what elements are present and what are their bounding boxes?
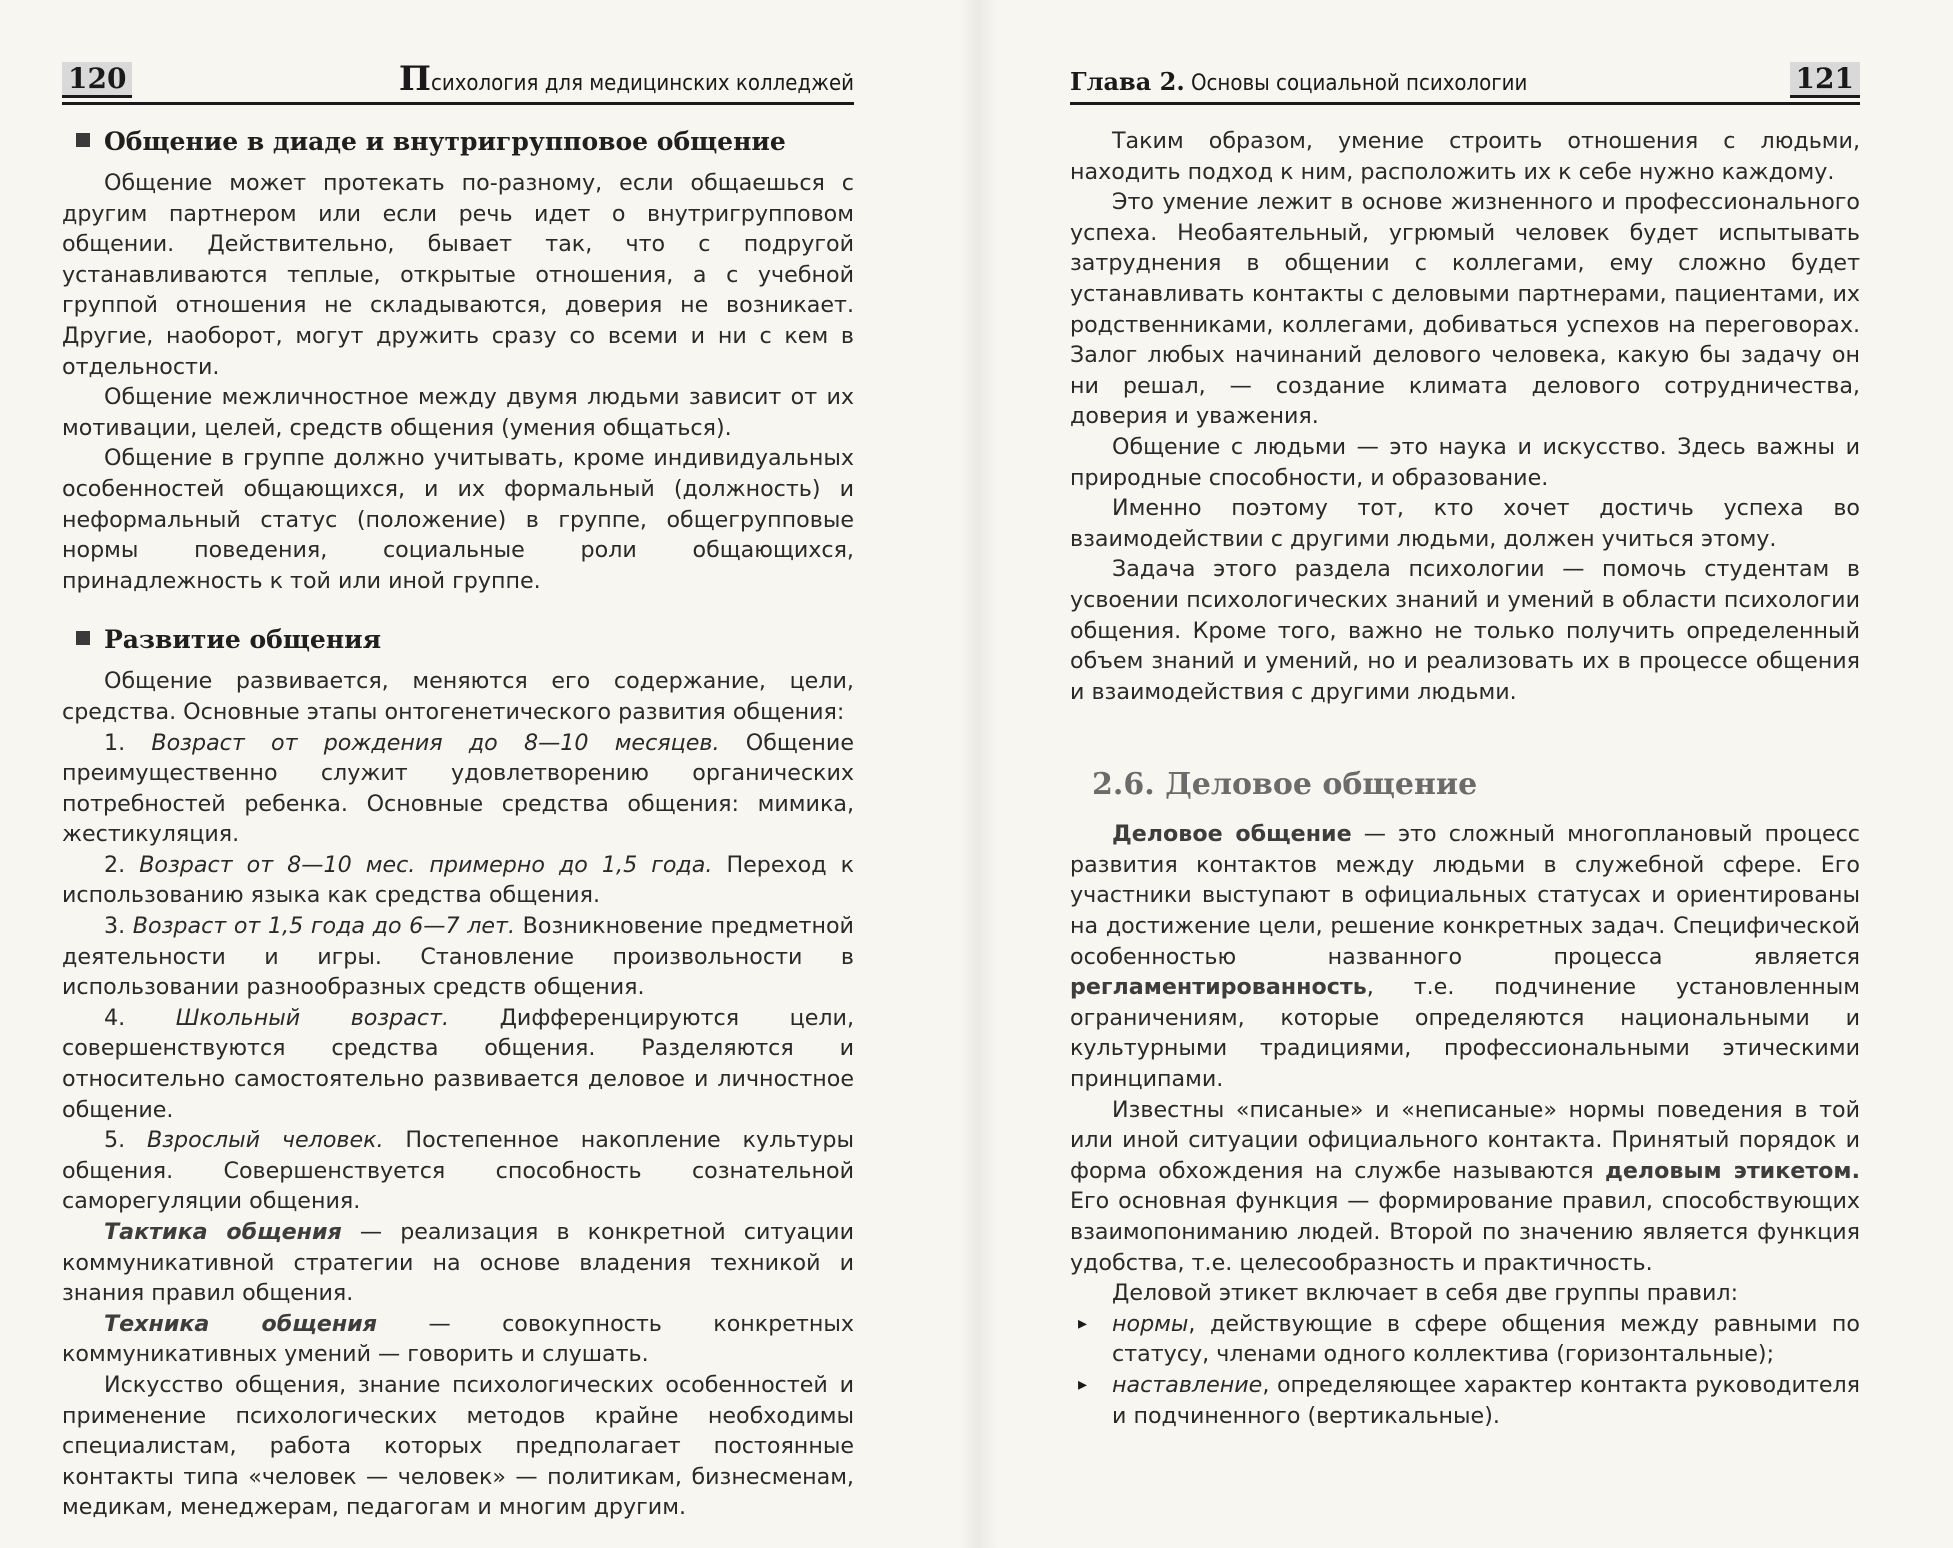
stage-label: Возраст от 1,5 года до 6—7 лет. [132,913,516,940]
paragraph-etiquette [1070,1095,1860,1279]
square-bullet-icon [76,133,90,147]
square-bullet-icon [76,631,90,645]
paragraph: Общение с людьми — это наука и искусство. Здесь важны и природные способности, и образование. [1070,433,1860,491]
etiquette-rules-list [1070,1309,1860,1431]
term-business-communication: Деловое общение [1112,821,1352,848]
running-title-capital: П [398,59,431,99]
stage-item [62,1125,854,1217]
stage-label: Взрослый человек. [147,1127,384,1154]
stage-text: Дифференцируются цели, совершенствуются средства общения. Разделяются и относительно самостоятельно развивается деловое и личностное общение. [62,1004,855,1123]
running-title-rest: сихология для медицинских колледжей [430,71,854,96]
subheading-development [62,624,854,656]
stage-label: Школьный возраст. [175,1004,450,1031]
stage-label: Возраст от 8—10 мес. примерно до 1,5 года. [139,851,713,878]
stage-text: Постепенное накопление культуры общения. Совершенствуется способность сознательной саморегуляции общения. [62,1127,854,1215]
etiquette-text: Известны «писаные» и «неписаные» нормы поведения в той или иной ситуации официального контакта. Принятый порядок и форма обхождения на службе называются [1070,1096,1860,1184]
paragraph: Таким образом, умение строить отношения с людьми, находить подход к ним, расположить их к себе нужно каждому. [1070,128,1860,185]
stage-number: 5. [104,1127,126,1154]
definition-technique [62,1309,854,1370]
triangle-bullet-icon: ▸ [1078,1312,1088,1334]
right-running-header [1070,56,1860,105]
definition-text: — совокупность конкретных коммуникативных умений — говорить и слушать. [62,1310,855,1368]
rule-text: , определяющее характер контакта руководителя и подчиненного (вертикальные). [1112,1371,1860,1429]
rule-text: , действующие в сфере общения между равными по статусу, членами одного коллектива (горизонтальные); [1112,1310,1860,1368]
stage-label: Возраст от рождения до 8—10 месяцев. [151,729,720,756]
definition-text: — это сложный многоплановый процесс развития контактов между людьми в служебной сфере. Его участники выступают в официальных статусах и ориентированы на достижение цели, решение конкретных задач. Специфической особенностью названного процесса является [1070,821,1860,970]
paragraph: Общение межличностное между двумя людьми зависит от их мотивации, целей, средств общения (умения общаться). [62,384,854,441]
definition-business-communication [1070,819,1860,1094]
list-item [1070,1370,1860,1431]
subheading-development-text: Развитие общения [104,625,382,655]
paragraph: Общение в группе должно учитывать, кроме индивидуальных особенностей общающихся, и их формальный (должность) и неформальный статус (положение) в группе, общегрупповые нормы поведения, социальные роли общающихся, принадлежность к той или иной группе. [62,445,854,594]
etiquette-text: Его основная функция — формирование правил, способствующих взаимопониманию людей. Второй по значению является функция удобства, т.е. целесообразность и практичность. [1070,1188,1860,1276]
right-page-body [1070,126,1860,1431]
stage-item [62,728,854,850]
term-regulation: регламентированность [1070,974,1367,1001]
left-running-header [62,56,854,105]
section-heading-business-communication: 2.6. Деловое общение [1092,767,1478,803]
definition-text: — реализация в конкретной ситуации коммуникативной стратегии на основе владения техникой и знания правил общения. [62,1219,854,1307]
stage-item [62,850,854,911]
chapter-title: Основы социальной психологии [1184,71,1528,96]
right-running-title [1070,67,1527,96]
paragraph: Общение развивается, меняются его содержание, цели, средства. Основные этапы онтогенетического развития общения: [62,668,854,725]
chapter-label: Глава 2. [1070,67,1185,96]
list-item [1070,1309,1860,1370]
stage-text: Возникновение предметной деятельности и игры. Становление произвольности в использовании разнообразных средств общения. [62,913,854,1001]
paragraph: Искусство общения, знание психологических особенностей и применение психологических методов крайне необходимы специалистам, работа которых предполагает постоянные контакты типа «человек — человек» — политикам, бизнесменам, медикам, менеджерам, педагогам и многим другим. [62,1371,854,1521]
stage-item [62,1003,854,1125]
definition-text: , т.е. подчинение установленным ограничениям, которые определяются национальными и культурными традициями, профессиональными этическими принципами. [1070,974,1860,1093]
term-tactics: Тактика общения [104,1219,342,1245]
stage-number: 2. [104,851,126,878]
subheading-dyad-text: Общение в диаде и внутригрупповое общение [104,127,786,156]
stage-text: Общение преимущественно служит удовлетворению органических потребностей ребенка. Основные средства общения: мимика, жестикуляция. [62,729,854,848]
paragraph: Именно поэтому тот, кто хочет достичь успеха во взаимодействии с другими людьми, должен учиться этому. [1070,495,1860,552]
left-page-body [62,126,854,1523]
definition-tactics [62,1217,854,1309]
stage-number: 1. [104,729,126,756]
paragraph: Общение может протекать по-разному, если общаешься с другим партнером или если речь идет о внутригрупповом общении. Действительно, бывает так, что с подругой устанавливаются теплые, открытые отношения, а с учебной группой отношения не складываются, доверия не возникает. Другие, наоборот, могут дружить сразу со всеми и ни с кем в отдельности. [62,170,854,380]
rule-term: наставление [1112,1371,1263,1398]
stage-item [62,911,854,1003]
left-page-number: 120 [62,62,132,98]
left-page [0,0,976,1548]
stage-text: Переход к использованию языка как средства общения. [62,851,854,909]
subheading-dyad [62,126,854,158]
term-business-etiquette: деловым этикетом. [1604,1157,1860,1184]
stage-number: 3. [104,913,126,940]
right-page-number: 121 [1790,62,1860,98]
paragraph: Задача этого раздела психологии — помочь студентам в усвоении психологических знаний и умений в области психологии общения. Кроме того, важно не только получить определенный объем знаний и умений, но и реализовать их в процессе общения и взаимодействия с другими людьми. [1070,556,1860,705]
paragraph: Деловой этикет включает в себя две группы правил: [1112,1280,1739,1307]
triangle-bullet-icon: ▸ [1078,1373,1088,1395]
stage-number: 4. [104,1004,126,1031]
rule-term: нормы [1112,1310,1189,1337]
right-page [976,0,1953,1548]
term-technique: Техника общения [104,1310,377,1337]
left-running-title [398,59,854,99]
paragraph: Это умение лежит в основе жизненного и профессионального успеха. Необаятельный, угрюмый человек будет испытывать затруднения в общении с коллегами, ему сложно будет устанавливать контакты с деловыми партнерами, пациентами, их родственниками, коллегами, добиваться успехов на переговорах. Залог любых начинаний делового человека, какую бы задачу он ни решал, — создание климата делового сотрудничества, доверия и уважения. [1070,189,1860,430]
